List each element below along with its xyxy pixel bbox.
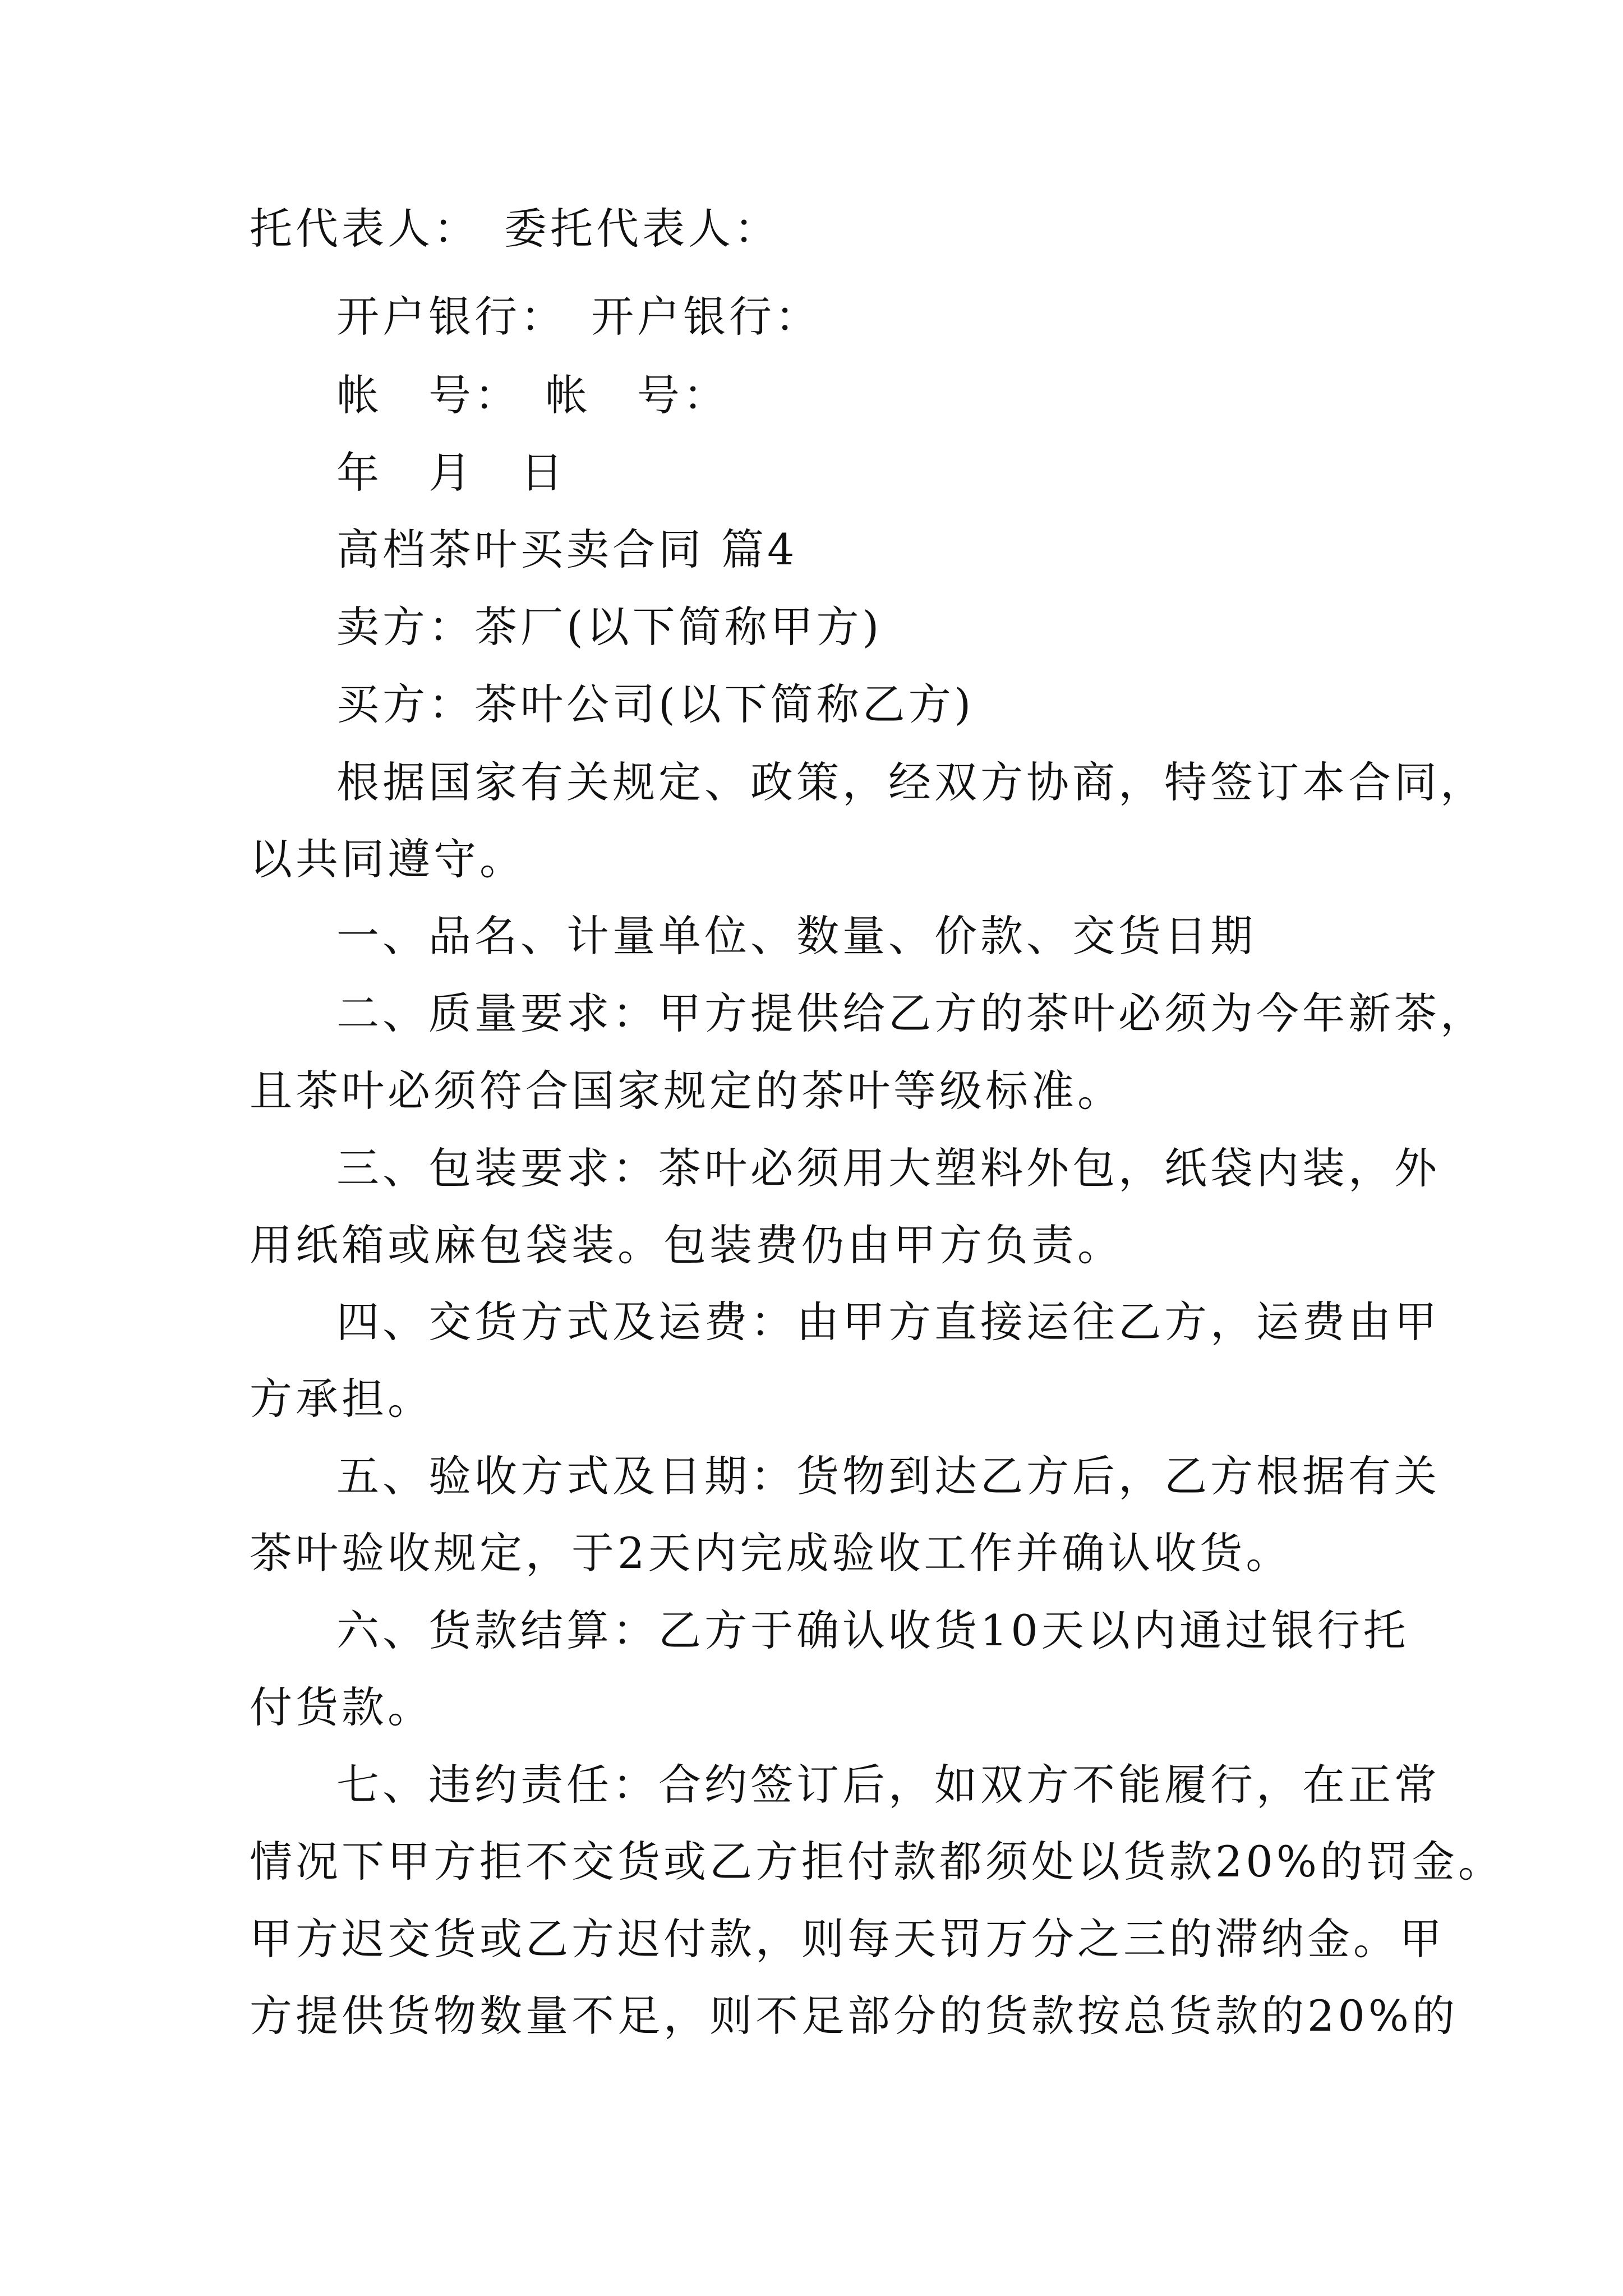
clause-line: 且茶叶必须符合国家规定的茶叶等级标准。 [250,1066,1123,1116]
clause-line: 甲方迟交货或乙方迟付款，则每天罚万分之三的滞纳金。甲 [250,1914,1445,1964]
clause-line: 二、质量要求：甲方提供给乙方的茶叶必须为今年新茶， [336,988,1486,1038]
clause-line: 情况下甲方拒不交货或乙方拒付款都须处以货款20%的罚金。 [250,1837,1504,1887]
paragraph-line: 以共同遵守。 [250,834,525,884]
clause-line: 方提供货物数量不足，则不足部分的货款按总货款的20%的 [250,1991,1458,2041]
clause-line: 六、货款结算：乙方于确认收货10天以内通过银行托 [336,1605,1409,1655]
clause-line: 付货款。 [250,1682,434,1732]
paragraph-line: 根据国家有关规定、政策，经双方协商，特签订本合同， [336,757,1486,807]
text-line-bank: 开户银行： 开户银行： [336,292,821,342]
clause-line: 四、交货方式及运费：由甲方直接运往乙方，运费由甲 [336,1297,1440,1347]
text-line-account: 帐 号： 帐 号： [336,370,729,420]
clause-line: 一、品名、计量单位、数量、价款、交货日期 [336,911,1256,961]
clause-line: 用纸箱或麻包袋装。包装费仍由甲方负责。 [250,1220,1123,1270]
clause-line: 茶叶验收规定，于2天内完成验收工作并确认收货。 [250,1528,1292,1578]
text-line-date: 年 月 日 [336,448,566,498]
text-line-agent: 托代表人： 委托代表人： [250,204,780,254]
section-heading: 高档茶叶买卖合同 篇4 [336,524,798,574]
clause-line: 三、包装要求：茶叶必须用大塑料外包，纸袋内装，外 [336,1143,1440,1193]
text-line-buyer: 买方：茶叶公司(以下简称乙方) [336,679,975,729]
clause-line: 五、验收方式及日期：货物到达乙方后，乙方根据有关 [336,1451,1440,1501]
clause-line: 方承担。 [250,1374,434,1424]
clause-line: 七、违约责任：合约签订后，如双方不能履行，在正常 [336,1760,1440,1810]
text-line-seller: 卖方：茶厂(以下简称甲方) [336,602,883,652]
